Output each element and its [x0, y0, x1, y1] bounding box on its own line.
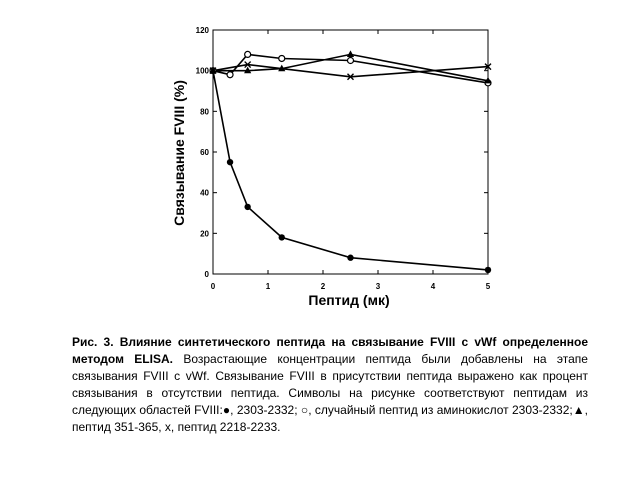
x-tick-label: 3 [375, 282, 381, 291]
data-point-filled-circle [244, 204, 250, 210]
data-point-open-circle [245, 51, 251, 57]
data-point-filled-circle [227, 159, 233, 165]
data-point-triangle [347, 50, 354, 57]
data-point-filled-circle [347, 255, 353, 261]
figure-caption [72, 334, 588, 436]
y-tick-label: 0 [204, 270, 209, 279]
y-tick-label: 40 [200, 188, 209, 198]
x-tick-label: 1 [265, 282, 271, 291]
x-tick-label: 4 [430, 282, 436, 291]
y-tick-label: 120 [195, 26, 209, 35]
x-tick-label: 0 [210, 282, 216, 291]
x-tick-label: 2 [320, 282, 326, 291]
data-point-open-circle [227, 72, 233, 78]
caption-body: Возрастающие концентрации пептида были добавлены на этапе связывания FVIII с vWf. Связывание FVIII в присутствии пептида выражено как процент связывания в отсутствии пептида. Символы на рисунке соответствуют пептидам из следующих областей FVIII:●, 2303-2332; ○, случайный пептид из аминокислот 2303-2332;▲, пептид 351-365, x, пептид 2218-2233. [72, 352, 588, 434]
caption-title: Рис. 3. Влияние синтетического пептида на связывание FVIII с vWf определенное методом ELISA. [72, 335, 588, 366]
x-tick-label: 5 [485, 282, 491, 291]
series-layer [209, 50, 491, 273]
data-point-filled-circle [485, 267, 491, 273]
y-tick-label: 100 [195, 66, 209, 76]
y-tick-label: 60 [200, 148, 209, 157]
y-tick-label: 80 [200, 107, 209, 117]
series-line-filled-circle [213, 71, 488, 270]
plot-frame [213, 30, 488, 274]
data-point-filled-circle [279, 234, 285, 240]
y-axis-title: Связывание FVIII (%) [171, 80, 187, 226]
y-tick-label: 20 [200, 229, 209, 239]
data-point-open-circle [279, 55, 285, 61]
data-point-open-circle [348, 58, 354, 64]
x-axis-title: Пептид (мк) [308, 292, 390, 308]
